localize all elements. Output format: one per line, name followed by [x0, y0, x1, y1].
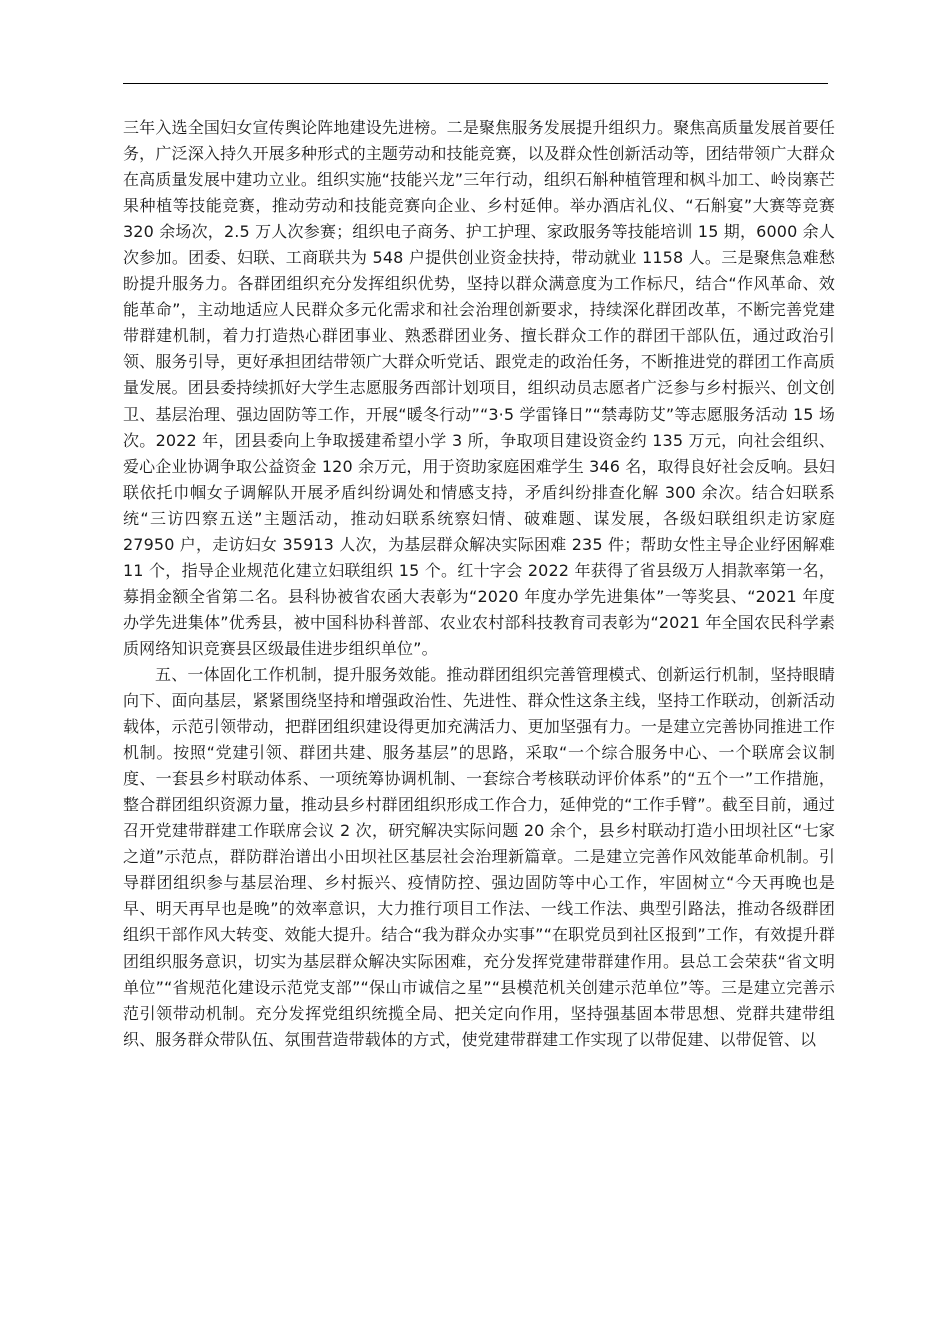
paragraph-2: 五、一体固化工作机制，提升服务效能。推动群团组织完善管理模式、创新运行机制，坚持眼睛向下、面向基层，紧紧围绕坚持和增强政治性、先进性、群众性这条主线，坚持工作联动，创新活动载体，示范引领带动，把群团组织建设得更加充满活力、更加坚强有力。一是建立完善协同推进工作机制。按照“党建引领、群团共建、服务基层”的思路，采取“一个综合服务中心、一个联席会议制度、一套县乡村联动体系、一项统筹协调机制、一套综合考核联动评价体系”的“五个一”工作措施，整合群团组织资源力量，推动县乡村群团组织形成工作合力，延伸党的“工作手臂”。截至目前，通过召开党建带群建工作联席会议 2 次，研究解决实际问题 20 余个，县乡村联动打造小田坝社区“七家之道”示范点，群防群治谱出小田坝社区基层社会治理新篇章。二是建立完善作风效能革命机制。引导群团组织参与基层治理、乡村振兴、疫情防控、强边固防等中心工作，牢固树立“今天再晚也是早、明天再早也是晚”的效率意识，大力推行项目工作法、一线工作法、典型引路法，推动各级群团组织干部作风大转变、效能大提升。结合“我为群众办实事”“在职党员到社区报到”工作，有效提升群团组织服务意识，切实为基层群众解决实际困难，充分发挥党建带群建作用。县总工会荣获“省文明单位”“省规范化建设示范党支部”“保山市诚信之星”“县模范机关创建示范单位”等。三是建立完善示范引领带动机制。充分发挥党组织统揽全局、把关定向作用，坚持强基固本带思想、党群共建带组织、服务群众带队伍、氛围营造带载体的方式，使党建带群建工作实现了以带促建、以带促管、以 — [123, 664, 835, 1049]
header-rule — [123, 83, 828, 84]
paragraph-1: 三年入选全国妇女宣传舆论阵地建设先进榜。二是聚焦服务发展提升组织力。聚焦高质量发展首要任务，广泛深入持久开展多种形式的主题劳动和技能竞赛，以及群众性创新活动等，团结带领广大群众在高质量发展中建功立业。组织实施“技能兴龙”三年行动，组织石斛种植管理和枫斗加工、岭岗寨芒果种植等技能竞赛，推动劳动和技能竞赛向企业、乡村延伸。举办酒店礼仪、“石斛宴”大赛等竞赛 320 余场次，2.5 万人次参赛；组织电子商务、护工护理、家政服务等技能培训 15 期，6000 余人次参加。团委、妇联、工商联共为 548 户提供创业资金扶持，带动就业 1158 人。三是聚焦急难愁盼提升服务力。各群团组织充分发挥组织优势，坚持以群众满意度为工作标尺，结合“作风革命、效能革命”，主动地适应人民群众多元化需求和社会治理创新要求，持续深化群团改革，不断完善党建带群建机制，着力打造热心群团事业、熟悉群团业务、擅长群众工作的群团干部队伍，通过政治引领、服务引导，更好承担团结带领广大群众听党话、跟党走的政治任务，不断推进党的群团工作高质量发展。团县委持续抓好大学生志愿服务西部计划项目，组织动员志愿者广泛参与乡村振兴、创文创卫、基层治理、强边固防等工作，开展“暖冬行动”“3·5 学雷锋日”“禁毒防艾”等志愿服务活动 15 场次。2022 年，团县委向上争取援建希望小学 3 所，争取项目建设资金约 135 万元，向社会组织、爱心企业协调争取公益资金 120 余万元，用于资助家庭困难学生 346 名，取得良好社会反响。县妇联依托巾帼女子调解队开展矛盾纠纷调处和情感支持，矛盾纠纷排查化解 300 余次。结合妇联系统“三访四察五送”主题活动，推动妇联系统察妇情、破难题、谋发展，各级妇联组织走访家庭 27950 户，走访妇女 35913 人次，为基层群众解决实际困难 235 件；帮助女性主导企业纾困解难 11 个，指导企业规范化建立妇联组织 15 个。红十字会 2022 年获得了省县级万人捐款率第一名，募捐金额全省第二名。县科协被省农函大表彰为“2020 年度办学先进集体”一等奖县、“2021 年度办学先进集体”优秀县，被中国科协科普部、农业农村部科技教育司表彰为“2021 年全国农民科学素质网络知识竞赛县区级最佳进步组织单位”。 — [123, 118, 835, 658]
body-text — [123, 115, 835, 1053]
